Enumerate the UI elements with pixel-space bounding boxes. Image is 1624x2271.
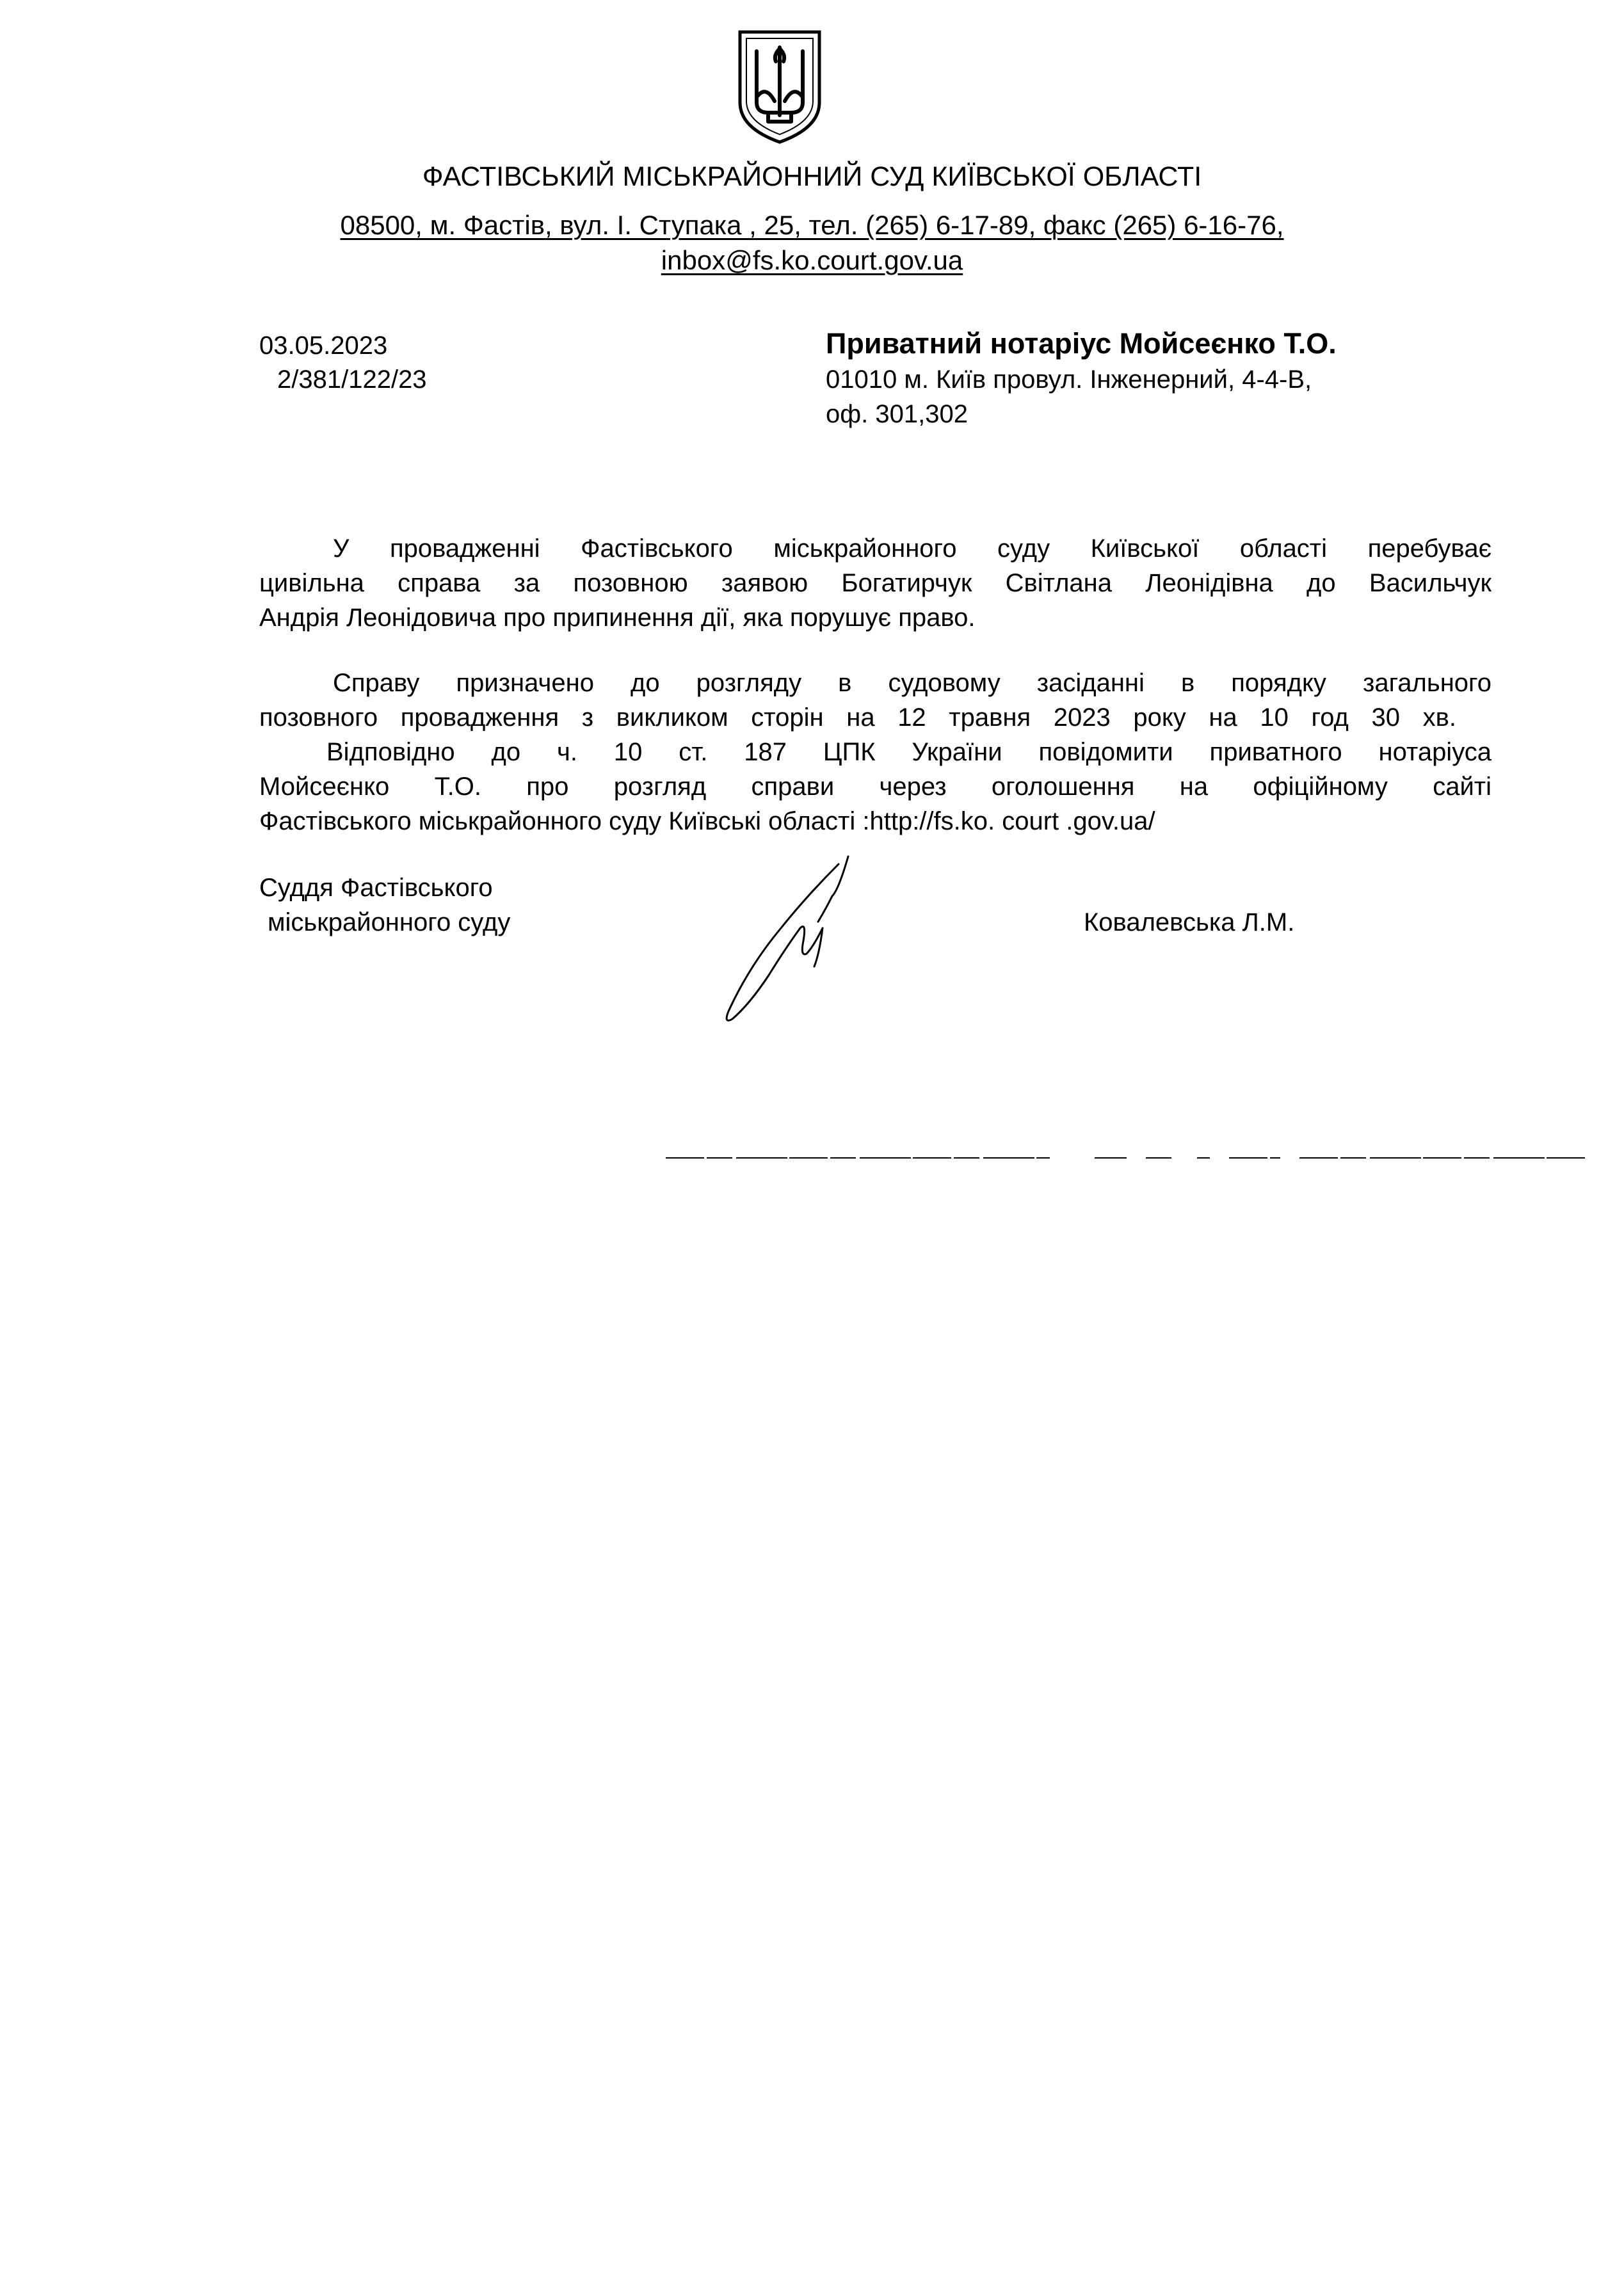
handwritten-signature — [711, 851, 864, 1031]
paragraph-3-line-2: Мойсеєнко Т.О. про розгляд справи через оголошення на офіційному сайті — [259, 773, 1491, 801]
paragraph-1-line-3: Андрія Леонідовича про припинення дії, яка порушує право. — [259, 604, 976, 632]
court-address-row — [0, 208, 1624, 243]
court-address: 08500, м. Фастів, вул. І. Ступака , 25, тел. (265) 6-17-89, факс (265) 6-16-76, — [340, 210, 1284, 240]
judge-title-line1: Суддя Фастівського — [259, 874, 493, 902]
court-email-row — [0, 243, 1624, 278]
footer-dashed-rule — [666, 1156, 1588, 1160]
paragraph-3-line-3: Фастівського міськрайонного суду Київські області :http://fs.ko. court .gov.ua/ — [259, 807, 1155, 835]
court-name: ФАСТІВСЬКИЙ МІСЬКРАЙОННИЙ СУД КИЇВСЬКОЇ ОБЛАСТІ — [422, 161, 1202, 192]
paragraph-1-line-1: У провадженні Фастівського міськрайонного суду Київської області перебуває — [333, 534, 1491, 563]
paragraph-3-line-1: Відповідно до ч. 10 ст. 187 ЦПК України повідомити приватного нотаріуса — [326, 738, 1491, 766]
judge-name: Ковалевська Л.М. — [1084, 908, 1295, 936]
judge-title-line2: міськрайонного суду — [268, 908, 511, 936]
paragraph-1-line-2: цивільна справа за позовною заявою Богатирчук Світлана Леонідівна до Васильчук — [259, 569, 1491, 597]
letter-reference: 2/381/122/23 — [277, 365, 427, 394]
paragraph-2-line-1: Справу призначено до розгляду в судовому засіданні в порядку загального — [333, 669, 1491, 697]
tryzub-coat-of-arms-icon — [735, 26, 824, 147]
recipient-address-line1: 01010 м. Київ провул. Інженерний, 4-4-В, — [826, 365, 1312, 394]
letter-date: 03.05.2023 — [259, 332, 388, 360]
recipient-address-line2: оф. 301,302 — [826, 400, 968, 428]
paragraph-2-line-2: позовного провадження з викликом сторін на 12 травня 2023 року на 10 год 30 хв. — [259, 703, 1456, 732]
court-email: inbox@fs.ko.court.gov.ua — [661, 245, 963, 275]
recipient-name: Приватний нотаріус Мойсеєнко Т.О. — [826, 327, 1337, 360]
